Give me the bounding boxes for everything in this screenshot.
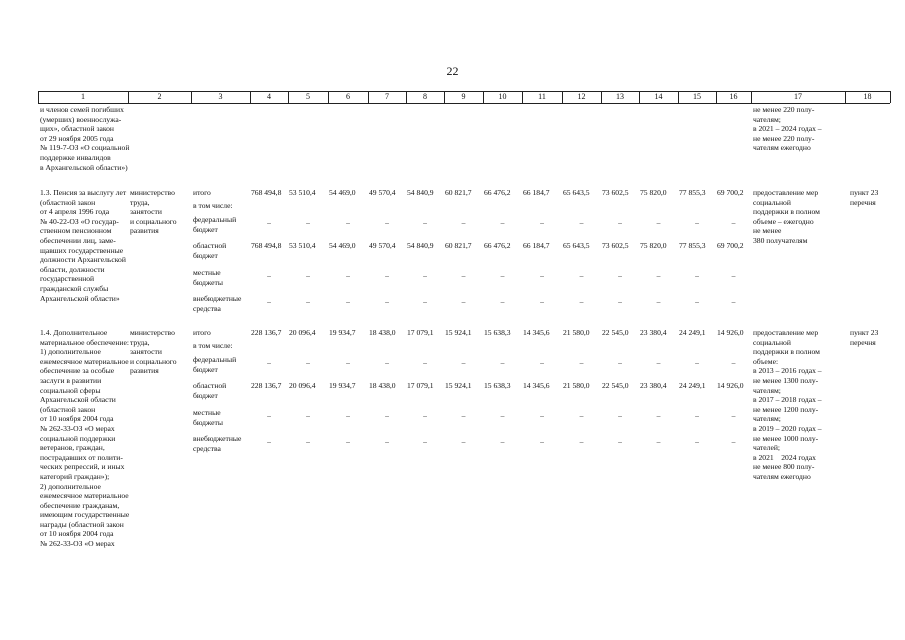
continuation-col1-text: и членов семей погибших (умерших) военнослужа- щих», областной закон от 29 ноября 2005 года № 119-7-ОЗ «О социальной поддержке инвалидов в Архангельской области») <box>40 105 130 172</box>
reference-text: пункт 23 перечня <box>850 328 879 347</box>
header-bottom-border <box>38 103 890 104</box>
empty-value-cell: – <box>267 437 271 446</box>
column-header-13: 13 <box>616 92 624 101</box>
empty-value-cell: – <box>385 297 389 306</box>
empty-value-cell: – <box>540 411 544 420</box>
column-header-16: 16 <box>729 92 738 101</box>
empty-value-cell: – <box>500 297 505 306</box>
funding-value-cell: 22 545,0 <box>602 381 629 390</box>
empty-value-cell: – <box>579 218 584 227</box>
empty-value-cell: – <box>346 271 350 280</box>
empty-value-cell: – <box>579 271 584 280</box>
column-header-5: 5 <box>306 92 310 101</box>
header-divider <box>38 91 39 103</box>
empty-value-cell: – <box>579 358 584 367</box>
empty-value-cell: – <box>695 411 699 420</box>
empty-value-cell: – <box>695 437 699 446</box>
column-header-10: 10 <box>498 92 507 101</box>
empty-value-cell: – <box>267 411 271 420</box>
empty-value-cell: – <box>500 271 505 280</box>
funding-value-cell: 65 643,5 <box>563 241 590 250</box>
funding-value-cell: 77 855,3 <box>679 188 706 197</box>
empty-value-cell: – <box>306 271 310 280</box>
header-divider <box>368 91 369 103</box>
column-header-17: 17 <box>794 92 802 101</box>
empty-value-cell: – <box>461 358 466 367</box>
funding-value-cell: 49 570,4 <box>369 241 396 250</box>
funding-source-label: внебюджетные средства <box>193 434 242 453</box>
funding-value-cell: 65 643,5 <box>563 188 590 197</box>
funding-value-cell: 14 926,0 <box>717 381 744 390</box>
funding-value-cell: 20 096,4 <box>289 328 316 337</box>
funding-value-cell: 228 136,7 <box>251 328 282 337</box>
funding-value-cell: 54 840,9 <box>407 188 434 197</box>
funding-value-cell: 69 700,2 <box>717 241 744 250</box>
funding-value-cell: 768 494,8 <box>251 188 282 197</box>
empty-value-cell: – <box>267 358 271 367</box>
empty-value-cell: – <box>346 358 350 367</box>
empty-value-cell: – <box>731 358 736 367</box>
empty-value-cell: – <box>385 271 389 280</box>
column-header-9: 9 <box>461 92 466 101</box>
funding-source-label: федеральный бюджет <box>193 355 237 374</box>
empty-value-cell: – <box>500 358 505 367</box>
funding-value-cell: 20 096,4 <box>289 381 316 390</box>
empty-value-cell: – <box>461 437 466 446</box>
funding-value-cell: 24 249,1 <box>679 328 706 337</box>
funding-value-cell: 75 820,0 <box>640 188 667 197</box>
header-divider <box>678 91 679 103</box>
funding-value-cell: 21 580,0 <box>563 328 590 337</box>
empty-value-cell: – <box>346 297 350 306</box>
header-divider <box>845 91 846 103</box>
header-divider <box>288 91 289 103</box>
column-header-11: 11 <box>538 92 546 101</box>
empty-value-cell: – <box>423 358 427 367</box>
funding-value-cell: 54 469,0 <box>329 241 356 250</box>
funding-value-cell: 73 602,5 <box>602 188 629 197</box>
empty-value-cell: – <box>461 218 466 227</box>
column-header-3: 3 <box>218 92 223 101</box>
funding-source-label: в том числе: <box>193 201 233 210</box>
column-header-12: 12 <box>577 92 586 101</box>
empty-value-cell: – <box>346 411 350 420</box>
funding-source-label: внебюджетные средства <box>193 294 242 313</box>
funding-source-label: местные бюджеты <box>193 408 223 427</box>
funding-value-cell: 66 476,2 <box>484 241 511 250</box>
funding-value-cell: 69 700,2 <box>717 188 744 197</box>
header-divider <box>406 91 407 103</box>
funding-value-cell: 18 438,0 <box>369 328 396 337</box>
empty-value-cell: – <box>540 271 544 280</box>
empty-value-cell: – <box>695 358 699 367</box>
funding-value-cell: 15 924,1 <box>445 381 472 390</box>
column-header-7: 7 <box>385 92 389 101</box>
funding-value-cell: 66 184,7 <box>523 188 550 197</box>
funding-value-cell: 60 821,7 <box>445 188 472 197</box>
empty-value-cell: – <box>695 297 699 306</box>
funding-value-cell: 60 821,7 <box>445 241 472 250</box>
funding-source-label: местные бюджеты <box>193 268 223 287</box>
empty-value-cell: – <box>423 437 427 446</box>
empty-value-cell: – <box>423 411 427 420</box>
funding-source-label: итого <box>193 328 211 337</box>
column-header-1: 1 <box>81 92 85 101</box>
empty-value-cell: – <box>461 411 466 420</box>
empty-value-cell: – <box>618 437 622 446</box>
column-header-6: 6 <box>346 92 350 101</box>
funding-value-cell: 19 934,7 <box>329 381 356 390</box>
empty-value-cell: – <box>618 271 622 280</box>
empty-value-cell: – <box>656 218 661 227</box>
empty-value-cell: – <box>731 411 736 420</box>
empty-value-cell: – <box>540 297 544 306</box>
empty-value-cell: – <box>540 358 544 367</box>
empty-value-cell: – <box>618 297 622 306</box>
empty-value-cell: – <box>500 437 505 446</box>
funding-source-label: в том числе: <box>193 341 233 350</box>
funding-value-cell: 66 184,7 <box>523 241 550 250</box>
funding-value-cell: 14 345,6 <box>523 328 550 337</box>
empty-value-cell: – <box>385 218 389 227</box>
responsible-executor-text: министерство труда, занятости и социального развития <box>130 328 177 376</box>
empty-value-cell: – <box>267 271 271 280</box>
empty-value-cell: – <box>385 411 389 420</box>
funding-value-cell: 22 545,0 <box>602 328 629 337</box>
empty-value-cell: – <box>267 218 271 227</box>
empty-value-cell: – <box>695 271 699 280</box>
empty-value-cell: – <box>618 411 622 420</box>
column-header-15: 15 <box>693 92 701 101</box>
funding-value-cell: 49 570,4 <box>369 188 396 197</box>
funding-value-cell: 228 136,7 <box>251 381 282 390</box>
header-divider <box>328 91 329 103</box>
empty-value-cell: – <box>306 358 310 367</box>
funding-source-label: федеральный бюджет <box>193 215 237 234</box>
empty-value-cell: – <box>579 437 584 446</box>
funding-value-cell: 14 345,6 <box>523 381 550 390</box>
empty-value-cell: – <box>695 218 699 227</box>
funding-value-cell: 54 840,9 <box>407 241 434 250</box>
continuation-col17-text: не менее 220 полу- чателям; в 2021 – 2024 годах – не менее 220 полу- чателям ежегодно <box>753 105 822 153</box>
program-table <box>38 91 890 591</box>
funding-value-cell: 14 926,0 <box>717 328 744 337</box>
empty-value-cell: – <box>306 437 310 446</box>
header-divider <box>128 91 129 103</box>
empty-value-cell: – <box>656 297 661 306</box>
funding-value-cell: 768 494,8 <box>251 241 282 250</box>
funding-value-cell: 24 249,1 <box>679 381 706 390</box>
empty-value-cell: – <box>579 411 584 420</box>
empty-value-cell: – <box>306 297 310 306</box>
funding-value-cell: 17 079,1 <box>407 381 434 390</box>
empty-value-cell: – <box>656 411 661 420</box>
funding-value-cell: 17 079,1 <box>407 328 434 337</box>
empty-value-cell: – <box>500 411 505 420</box>
empty-value-cell: – <box>346 218 350 227</box>
funding-value-cell: 53 510,4 <box>289 188 316 197</box>
funding-value-cell: 54 469,0 <box>329 188 356 197</box>
funding-value-cell: 15 638,3 <box>484 328 511 337</box>
funding-value-cell: 19 934,7 <box>329 328 356 337</box>
column-header-18: 18 <box>863 92 872 101</box>
empty-value-cell: – <box>656 437 661 446</box>
header-divider <box>601 91 602 103</box>
empty-value-cell: – <box>306 218 310 227</box>
header-divider <box>562 91 563 103</box>
funding-value-cell: 18 438,0 <box>369 381 396 390</box>
empty-value-cell: – <box>540 437 544 446</box>
column-header-8: 8 <box>423 92 427 101</box>
page-number: 22 <box>446 64 459 78</box>
empty-value-cell: – <box>267 297 271 306</box>
empty-value-cell: – <box>385 358 389 367</box>
funding-value-cell: 15 924,1 <box>445 328 472 337</box>
funding-value-cell: 15 638,3 <box>484 381 511 390</box>
measure-name-text: 1.4. Дополнительное материальное обеспечение: 1) дополнительное ежемесячное материальное обеспечение за особые заслуги в развитии социальной сферы Архангельской области (областной закон от 10 ноября 2004 года № 262-33-ОЗ «О мерах социальной поддержки ветеранов, граждан, пострадавших от полити- ческих репрессий, и иных категорий граждан»); 2) дополнительное ежемесячное материальное обеспечение гражданам, имеющим государственные награды (областной закон от 10 ноября 2004 года № 262-33-ОЗ «О мерах <box>40 328 130 549</box>
expected-result-text: предоставление мер социальной поддержки в полном объеме: в 2013 – 2016 годах – не менее 1300 полу- чателям; в 2017 – 2018 годах – не менее 1200 полу- чателям; в 2019 – 2020 годах – не менее 1000 полу- чателей; в 2021 2024 годах не менее 800 полу- чателям ежегодно <box>753 328 822 481</box>
funding-value-cell: 73 602,5 <box>602 241 629 250</box>
empty-value-cell: – <box>346 437 350 446</box>
column-header-14: 14 <box>654 92 663 101</box>
funding-source-label: итого <box>193 188 211 197</box>
header-divider <box>191 91 192 103</box>
funding-value-cell: 66 476,2 <box>484 188 511 197</box>
column-header-2: 2 <box>157 92 162 101</box>
funding-value-cell: 23 380,4 <box>640 381 667 390</box>
funding-value-cell: 53 510,4 <box>289 241 316 250</box>
funding-value-cell: 75 820,0 <box>640 241 667 250</box>
empty-value-cell: – <box>423 218 427 227</box>
funding-source-label: областной бюджет <box>193 381 227 400</box>
funding-value-cell: 23 380,4 <box>640 328 667 337</box>
empty-value-cell: – <box>306 411 310 420</box>
header-divider <box>639 91 640 103</box>
empty-value-cell: – <box>618 218 622 227</box>
reference-text: пункт 23 перечня <box>850 188 879 207</box>
responsible-executor-text: министерство труда, занятости и социального развития <box>130 188 177 236</box>
empty-value-cell: – <box>540 218 544 227</box>
header-divider <box>444 91 445 103</box>
empty-value-cell: – <box>423 271 427 280</box>
measure-name-text: 1.3. Пенсия за выслугу лет (областной закон от 4 апреля 1996 года № 40-22-ОЗ «О государ- ственном пенсионном обеспечении лиц, заме- щавших государственные должности Архангельской области, должности государственной гражданской службы Архангельской области» <box>40 188 127 303</box>
empty-value-cell: – <box>731 218 736 227</box>
header-divider <box>483 91 484 103</box>
header-divider <box>890 91 891 103</box>
header-divider <box>716 91 717 103</box>
empty-value-cell: – <box>461 297 466 306</box>
empty-value-cell: – <box>656 271 661 280</box>
empty-value-cell: – <box>461 271 466 280</box>
header-divider <box>250 91 251 103</box>
empty-value-cell: – <box>618 358 622 367</box>
funding-value-cell: 77 855,3 <box>679 241 706 250</box>
empty-value-cell: – <box>500 218 505 227</box>
empty-value-cell: – <box>731 271 736 280</box>
empty-value-cell: – <box>579 297 584 306</box>
empty-value-cell: – <box>656 358 661 367</box>
header-divider <box>522 91 523 103</box>
funding-source-label: областной бюджет <box>193 241 227 260</box>
column-header-4: 4 <box>267 92 271 101</box>
empty-value-cell: – <box>385 437 389 446</box>
empty-value-cell: – <box>731 437 736 446</box>
expected-result-text: предоставление мер социальной поддержки в полном объеме – ежегодно не менее 380 получателям <box>753 188 820 245</box>
header-divider <box>751 91 752 103</box>
empty-value-cell: – <box>423 297 427 306</box>
funding-value-cell: 21 580,0 <box>563 381 590 390</box>
empty-value-cell: – <box>731 297 736 306</box>
